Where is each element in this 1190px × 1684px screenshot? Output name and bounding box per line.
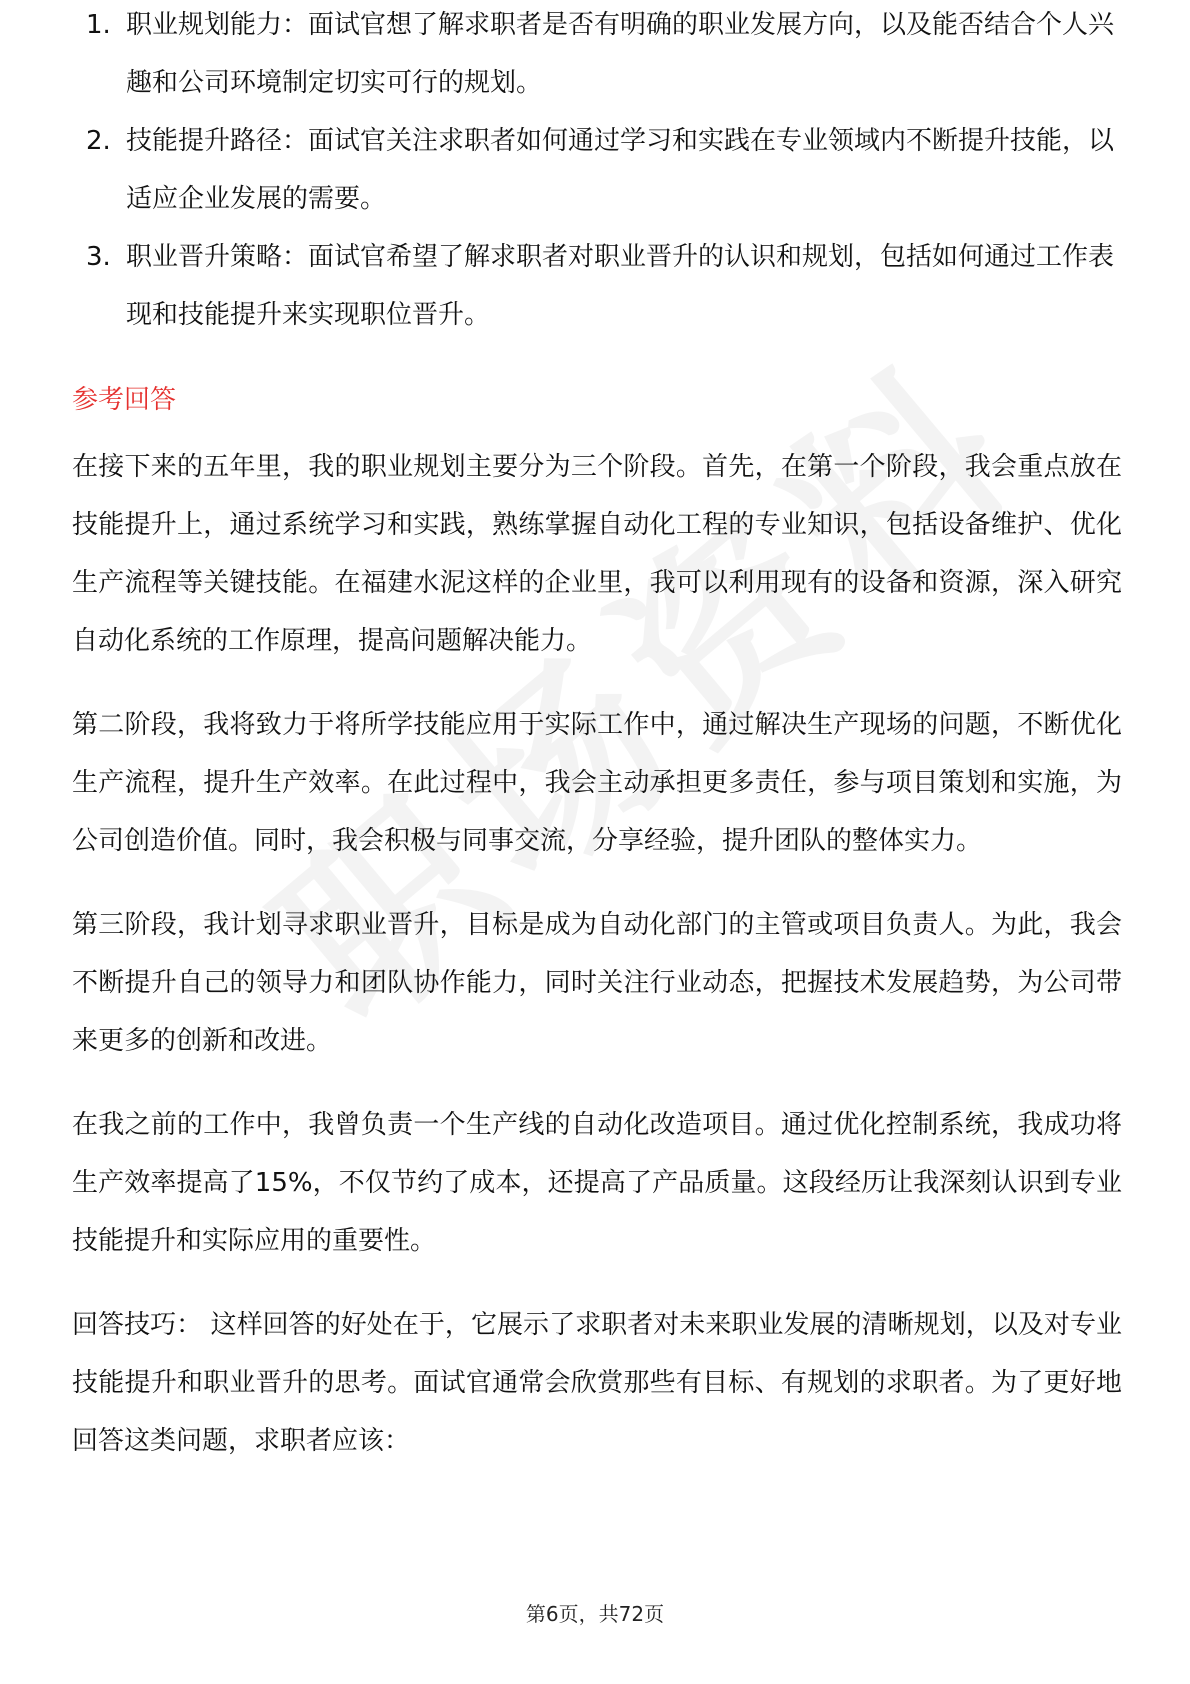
paragraph: 第二阶段，我将致力于将所学技能应用于实际工作中，通过解决生产现场的问题，不断优化生产流程，提升生产效率。在此过程中，我会主动承担更多责任，参与项目策划和实施，为公司创造价值。同时，我会积极与同事交流，分享经验，提升团队的整体实力。 bbox=[72, 710, 1122, 856]
paragraph: 回答技巧： 这样回答的好处在于，它展示了求职者对未来职业发展的清晰规划，以及对专业技能提升和职业晋升的思考。面试官通常会欣赏那些有目标、有规划的求职者。为了更好地回答这类问题，求职者应该： bbox=[72, 1310, 1122, 1456]
list-text: 职业晋升策略：面试官希望了解求职者对职业晋升的认识和规划，包括如何通过工作表现和技能提升来实现职位晋升。 bbox=[126, 242, 1115, 330]
list-number: 3. bbox=[86, 242, 111, 272]
criteria-list bbox=[72, 0, 1122, 344]
section-title: 参考回答 bbox=[72, 385, 177, 415]
paragraph: 在接下来的五年里，我的职业规划主要分为三个阶段。首先，在第一个阶段，我会重点放在技能提升上，通过系统学习和实践，熟练掌握自动化工程的专业知识，包括设备维护、优化生产流程等关键技能。在福建水泥这样的企业里，我可以利用现有的设备和资源，深入研究自动化系统的工作原理，提高问题解决能力。 bbox=[72, 452, 1122, 656]
list-text: 职业规划能力：面试官想了解求职者是否有明确的职业发展方向，以及能否结合个人兴趣和公司环境制定切实可行的规划。 bbox=[126, 10, 1115, 98]
page-footer: 第6页，共72页 bbox=[525, 1602, 665, 1626]
list-item bbox=[72, 0, 1122, 112]
list-item bbox=[72, 228, 1122, 344]
list-number: 1. bbox=[86, 10, 111, 40]
list-number: 2. bbox=[86, 126, 111, 156]
list-item bbox=[72, 112, 1122, 228]
list-text: 技能提升路径：面试官关注求职者如何通过学习和实践在专业领域内不断提升技能，以适应企业发展的需要。 bbox=[126, 126, 1115, 214]
paragraph: 第三阶段，我计划寻求职业晋升，目标是成为自动化部门的主管或项目负责人。为此，我会不断提升自己的领导力和团队协作能力，同时关注行业动态，把握技术发展趋势，为公司带来更多的创新和改进。 bbox=[72, 910, 1122, 1056]
paragraph: 在我之前的工作中，我曾负责一个生产线的自动化改造项目。通过优化控制系统，我成功将生产效率提高了15%，不仅节约了成本，还提高了产品质量。这段经历让我深刻认识到专业技能提升和实际应用的重要性。 bbox=[72, 1110, 1122, 1256]
page-content bbox=[72, 10, 1122, 1496]
